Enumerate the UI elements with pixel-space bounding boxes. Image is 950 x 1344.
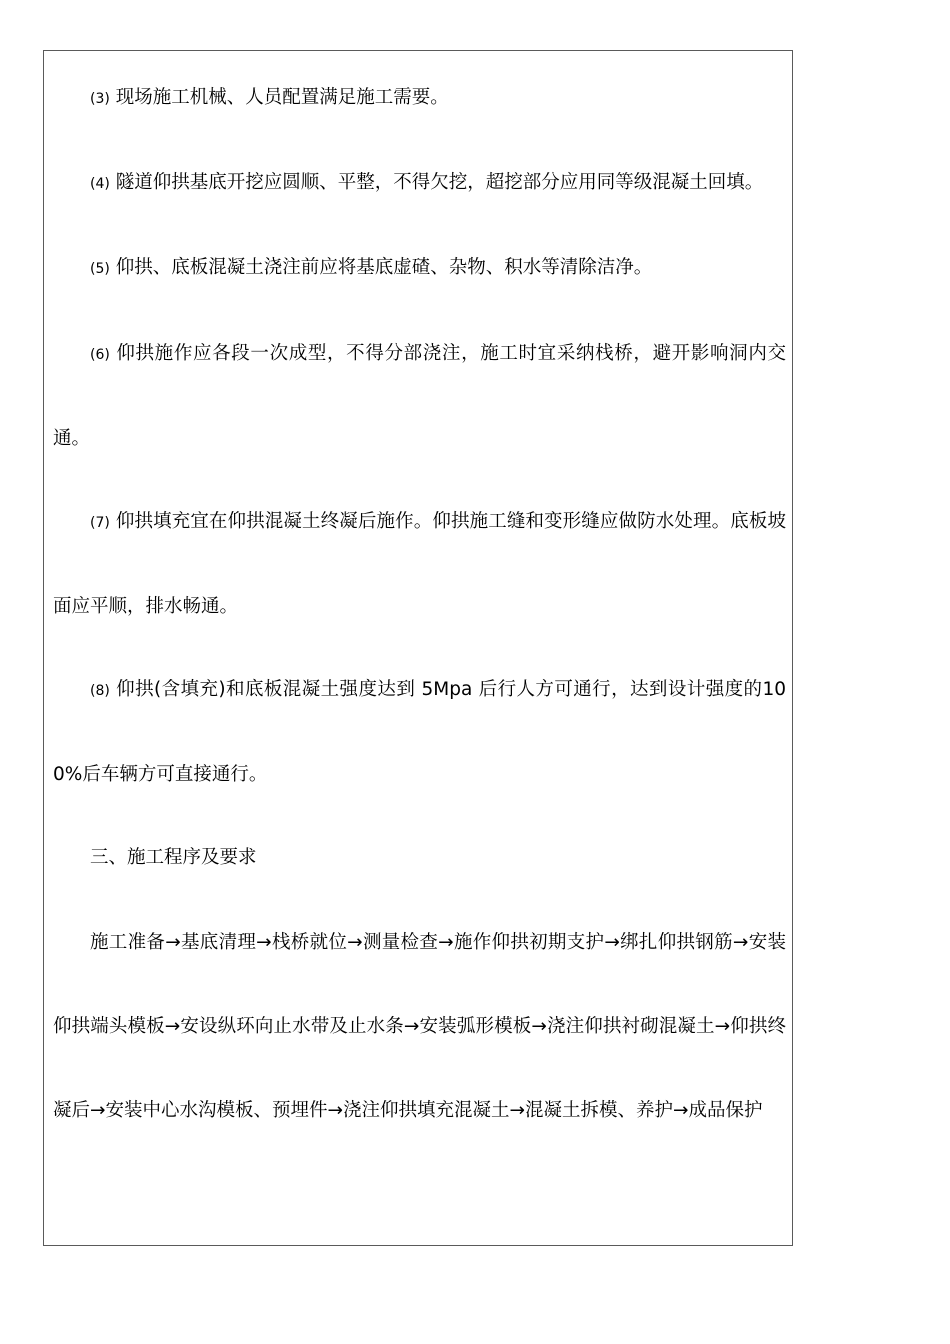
paragraph-number: (5): [90, 261, 110, 277]
paragraph-text: 仰拱(含填充)和底板混凝土强度达到 5Mpa 后行人方可通行，达到设计强度的100%后车辆方可直接通行。: [53, 679, 786, 785]
paragraph-text: 仰拱、底板混凝土浇注前应将基底虚碴、杂物、积水等清除洁净。: [115, 257, 653, 278]
paragraph-number: (8): [90, 683, 110, 699]
paragraph-number: (3): [90, 91, 110, 107]
paragraph-number: (6): [90, 347, 110, 363]
paragraph-6: [53, 312, 786, 481]
paragraph-4: [53, 141, 786, 226]
paragraph-8: [53, 648, 786, 817]
paragraph-5: [53, 226, 786, 311]
paragraph-text: 仰拱施作应各段一次成型，不得分部浇注，施工时宜采纳栈桥，避开影响洞内交通。: [53, 343, 786, 449]
paragraph-text: 隧道仰拱基底开挖应圆顺、平整，不得欠挖，超挖部分应用同等级混凝土回填。: [115, 172, 764, 193]
paragraph-number: (7): [90, 515, 110, 531]
section-title: 三、施工程序及要求: [90, 847, 257, 868]
paragraph-number: (4): [90, 176, 110, 192]
paragraph-text: 仰拱填充宜在仰拱混凝土终凝后施作。仰拱施工缝和变形缝应做防水处理。底板坡面应平顺，排水畅通。: [53, 511, 786, 617]
paragraph-3: [53, 56, 786, 141]
paragraph-7: [53, 480, 786, 649]
paragraph-text: 现场施工机械、人员配置满足施工需要。: [115, 87, 449, 108]
process-flow-text: 施工准备→基底清理→栈桥就位→测量检查→施作仰拱初期支护→绑扎仰拱钢筋→安装仰拱端头模板→安设纵环向止水带及止水条→安装弧形模板→浇注仰拱衬砌混凝土→仰拱终凝后→安装中心水沟模板、预埋件→浇注仰拱填充混凝土→混凝土拆模、养护→成品保护: [53, 932, 786, 1121]
document-frame: [43, 50, 793, 1246]
